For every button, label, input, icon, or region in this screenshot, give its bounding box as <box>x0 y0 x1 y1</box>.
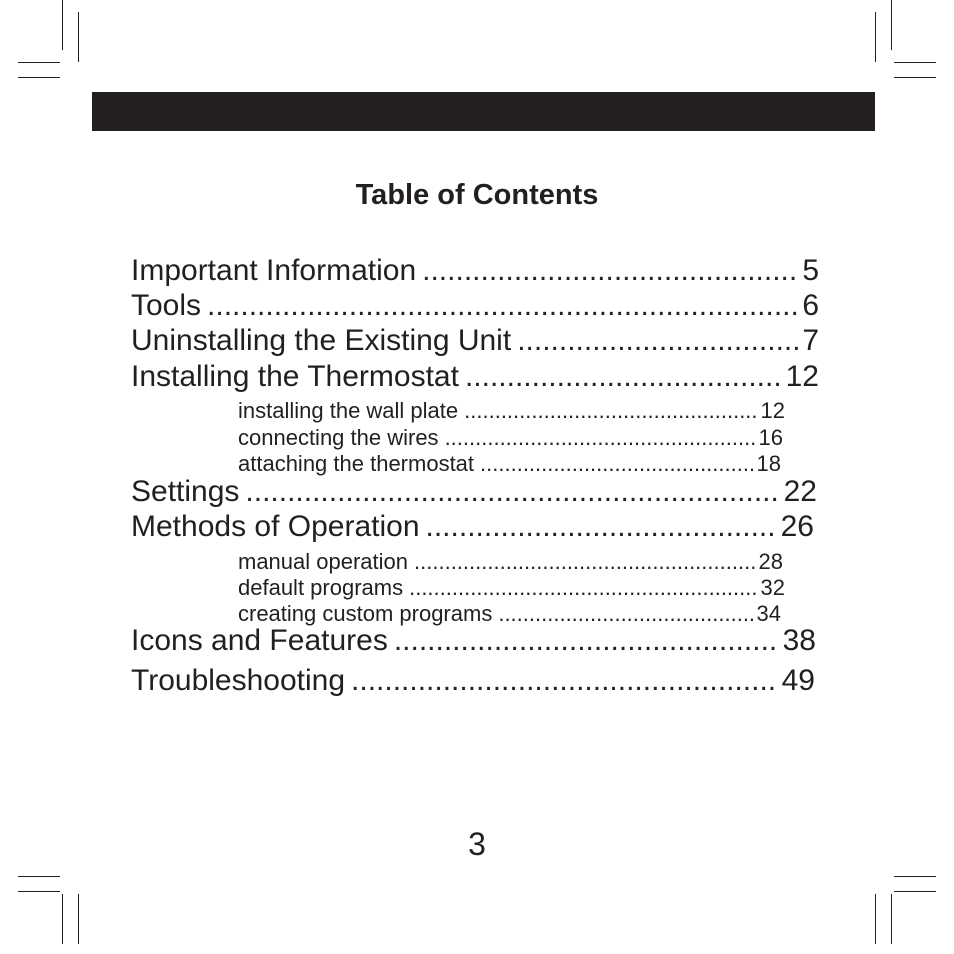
toc-entry-label: Installing the Thermostat <box>131 360 459 393</box>
crop-mark <box>18 876 60 877</box>
toc-entry <box>131 288 819 323</box>
toc-subentry <box>238 575 785 601</box>
crop-mark <box>875 12 876 62</box>
dot-leader <box>351 663 778 698</box>
toc-entry-page: 6 <box>802 289 819 322</box>
toc-entry-page: 26 <box>780 510 814 543</box>
crop-mark <box>891 894 892 944</box>
toc-entry-label: Icons and Features <box>131 624 388 657</box>
toc-subentry <box>238 549 783 575</box>
crop-mark <box>18 62 60 63</box>
dot-leader <box>414 549 755 575</box>
toc-entry-page: 49 <box>781 664 815 697</box>
dot-leader <box>445 425 755 451</box>
toc-entry-page: 22 <box>783 475 817 508</box>
crop-mark <box>875 894 876 944</box>
toc-entry <box>131 509 814 544</box>
crop-mark <box>891 0 892 50</box>
crop-mark <box>894 62 936 63</box>
toc-entry-page: 5 <box>802 254 819 287</box>
page-title: Table of Contents <box>355 179 599 211</box>
toc-entry-page: 28 <box>758 549 783 574</box>
toc-entry-page: 12 <box>785 360 819 393</box>
toc-subentry <box>238 425 783 451</box>
toc-entry-label: creating custom programs <box>238 601 493 626</box>
toc-entry-page: 12 <box>760 398 785 423</box>
toc-entry-page: 18 <box>756 451 781 476</box>
toc-entry-label: Uninstalling the Existing Unit <box>131 324 512 357</box>
header-bar <box>92 92 875 131</box>
crop-mark <box>18 891 60 892</box>
crop-mark <box>62 0 63 50</box>
toc-entry-label: Important Information <box>131 254 417 287</box>
page-number: 3 <box>468 826 486 862</box>
toc-entry-label: manual operation <box>238 549 409 574</box>
dot-leader <box>517 323 798 358</box>
toc-entry <box>131 253 819 288</box>
toc-entry <box>131 323 819 358</box>
toc-entry-page: 34 <box>756 601 781 626</box>
toc-entry-label: connecting the wires <box>238 425 439 450</box>
toc-subentry <box>238 398 785 424</box>
toc-entry-label: Methods of Operation <box>131 510 420 543</box>
crop-mark <box>894 891 936 892</box>
toc-entry <box>131 474 817 509</box>
toc-entry <box>131 359 819 394</box>
crop-mark <box>78 12 79 62</box>
crop-mark <box>78 894 79 944</box>
crop-mark <box>894 876 936 877</box>
dot-leader <box>422 253 798 288</box>
toc-entry <box>131 663 815 698</box>
toc-entry <box>131 623 816 658</box>
toc-entry-label: attaching the thermostat <box>238 451 475 476</box>
dot-leader <box>409 575 756 601</box>
toc-entry-page: 32 <box>760 575 785 600</box>
dot-leader <box>464 398 756 424</box>
toc-entry-label: default programs <box>238 575 404 600</box>
dot-leader <box>465 359 782 394</box>
crop-mark <box>894 77 936 78</box>
dot-leader <box>426 509 777 544</box>
dot-leader <box>207 288 798 323</box>
toc-entry-label: Troubleshooting <box>131 664 346 697</box>
toc-entry-label: Settings <box>131 475 240 508</box>
toc-entry-label: Tools <box>131 289 202 322</box>
dot-leader <box>245 474 779 509</box>
toc-entry-page: 38 <box>782 624 816 657</box>
crop-mark <box>18 77 60 78</box>
toc-entry-label: installing the wall plate <box>238 398 459 423</box>
toc-entry-page: 16 <box>758 425 783 450</box>
toc-entry-page: 7 <box>802 324 819 357</box>
crop-mark <box>62 894 63 944</box>
dot-leader <box>394 623 779 658</box>
